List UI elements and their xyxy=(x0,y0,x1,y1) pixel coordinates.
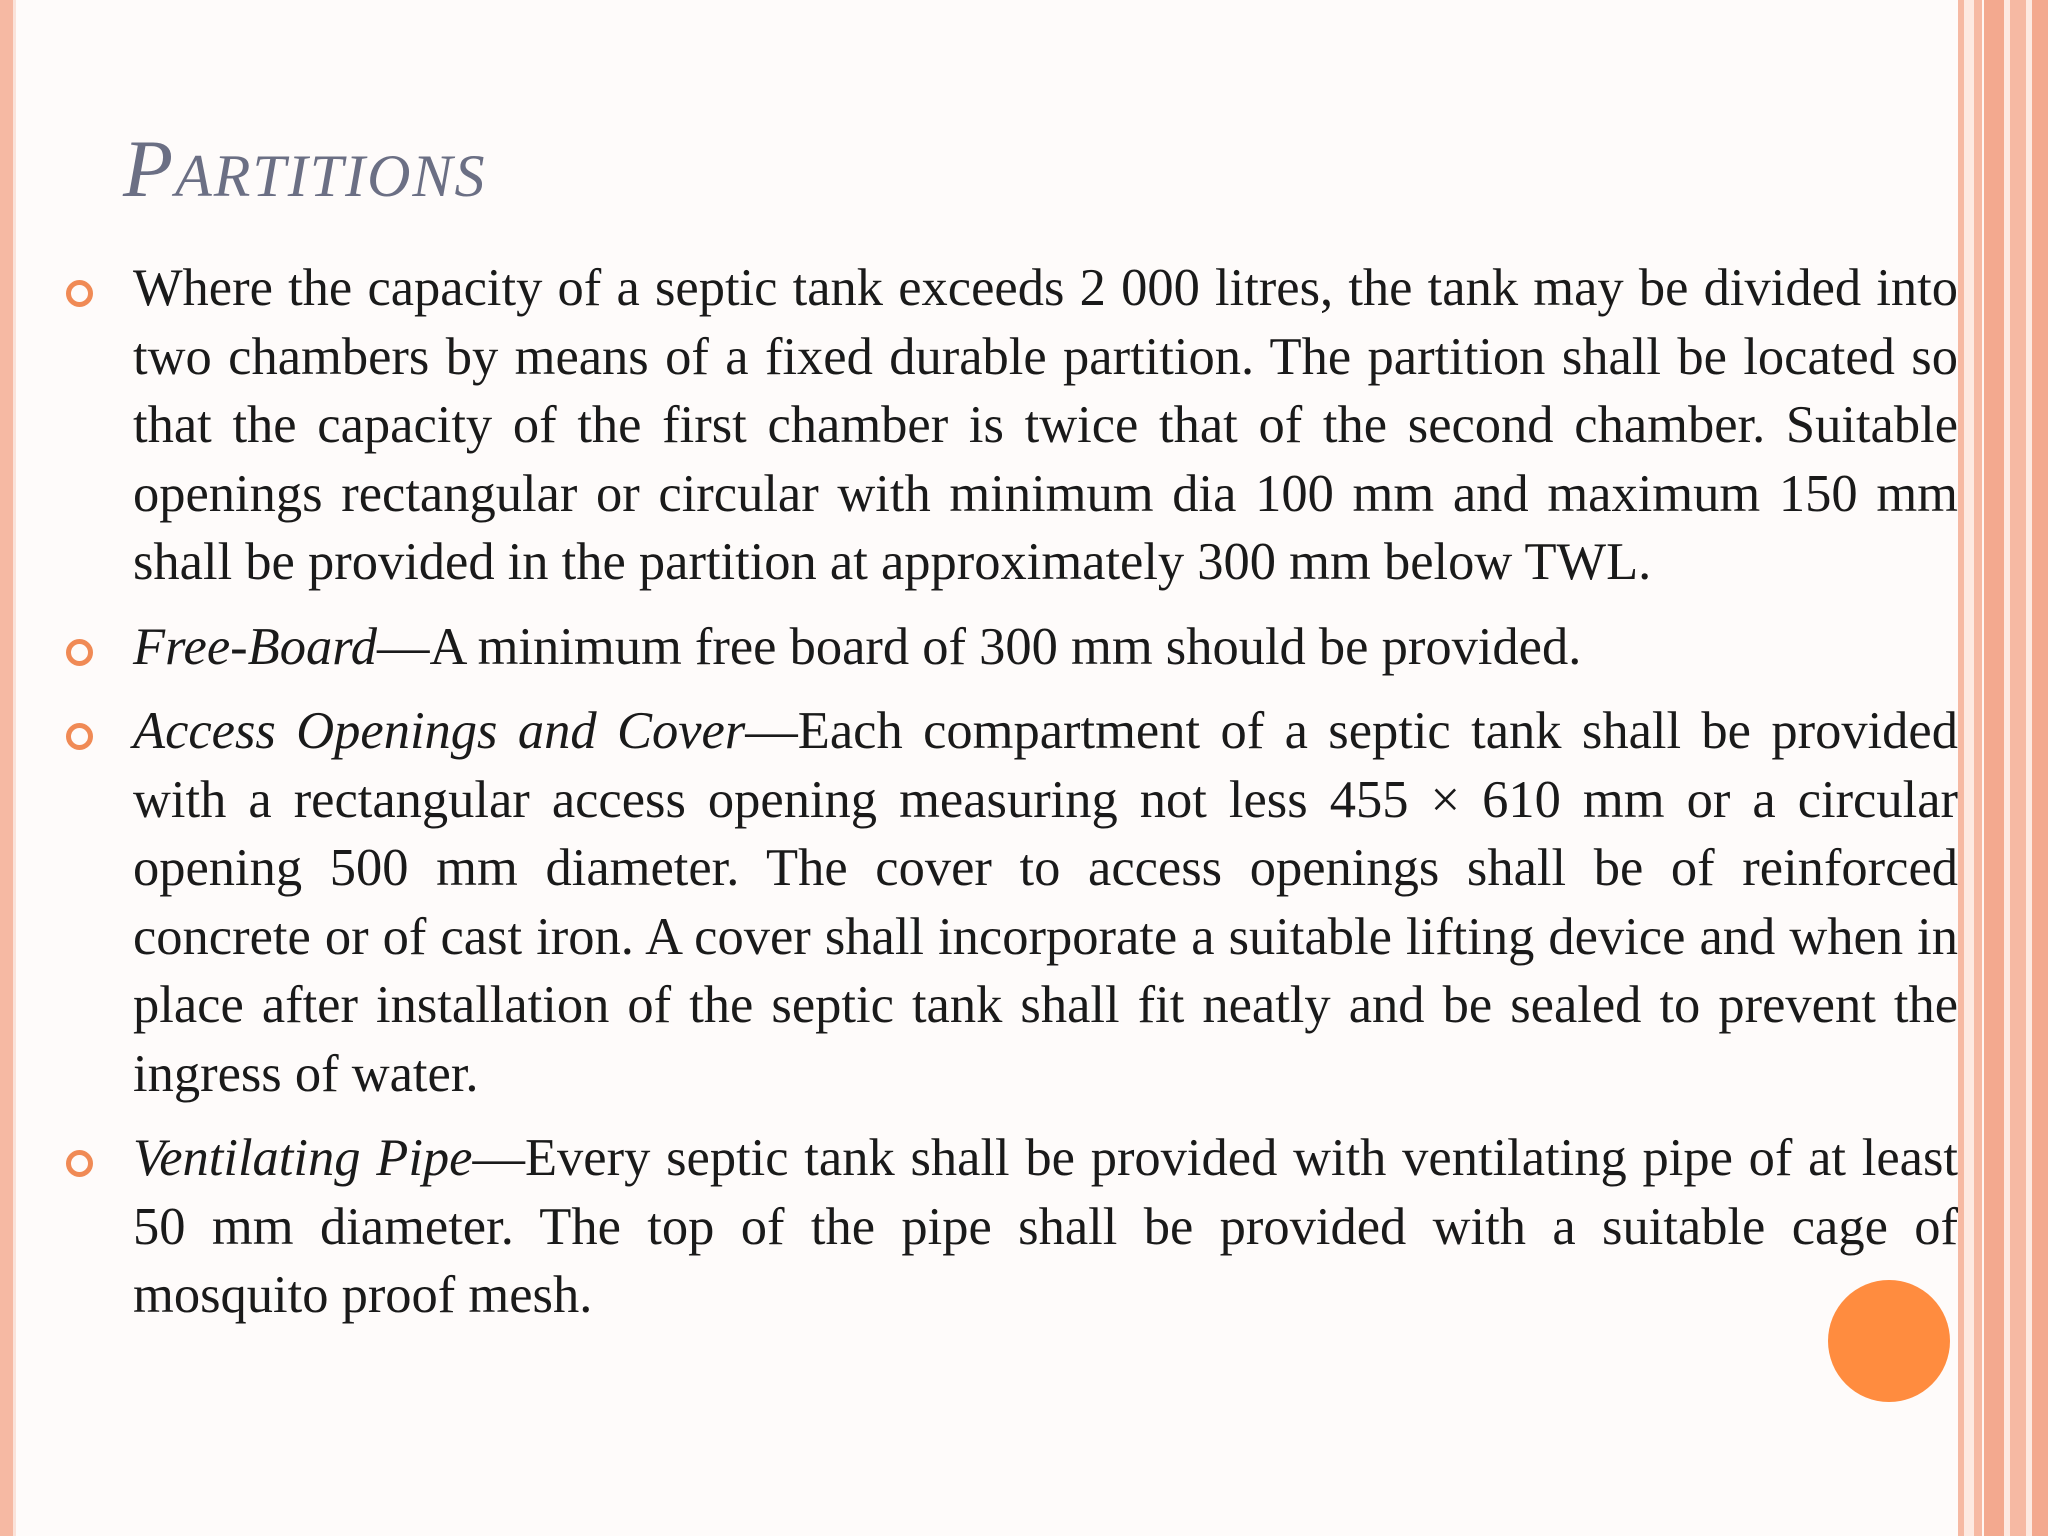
slide-frame-right-stripe xyxy=(2032,0,2048,1536)
slide-frame-left-inner xyxy=(13,0,16,1536)
slide-body xyxy=(66,254,1958,1346)
pointer-highlight-icon xyxy=(1828,1280,1950,1402)
bullet-partitions xyxy=(66,254,1958,597)
circle-bullet-icon xyxy=(66,280,93,307)
bullet-text: —Each compartment of a septic tank shall be provided with a rectangular access opening measuring not less 455 × 610 mm or a circular opening 500 mm diameter. The cover to access openings shall be of reinforced concrete or of cast iron. A cover shall incorporate a suitable lifting device and when in place after installation of the septic tank shall fit neatly and be sealed to prevent the ingress of water. xyxy=(133,702,1958,1103)
circle-bullet-icon xyxy=(66,639,93,666)
slide-frame-right-stripe xyxy=(2010,0,2026,1536)
slide-frame-right-stripe xyxy=(1984,0,2004,1536)
bullet-ventilating-pipe xyxy=(66,1124,1958,1330)
bullet-lead: Access Openings and Cover xyxy=(133,702,746,760)
slide-title-initial: P xyxy=(123,123,176,214)
slide-frame-right-stripe xyxy=(1964,0,1974,1536)
circle-bullet-icon xyxy=(66,1150,93,1177)
slide-frame-right-stripe xyxy=(1974,0,1982,1536)
slide-title-rest: ARTITIONS xyxy=(175,143,487,209)
bullet-text: —Every septic tank shall be provided with ventilating pipe of at least 50 mm diameter. The top of the pipe shall be provided with a suitable cage of mosquito proof mesh. xyxy=(133,1129,1958,1324)
slide-title xyxy=(123,123,487,214)
circle-bullet-icon xyxy=(66,723,93,750)
bullet-text: Where the capacity of a septic tank exceeds 2 000 litres, the tank may be divided into two chambers by means of a fixed durable partition. The partition shall be located so that the capacity of the first chamber is twice that of the second chamber. Suitable openings rectangular or circular with minimum dia 100 mm and maximum 150 mm shall be provided in the partition at approximately 300 mm below TWL. xyxy=(133,259,1958,591)
bullet-lead: Ventilating Pipe xyxy=(133,1129,473,1187)
bullet-text: —A minimum free board of 300 mm should be provided. xyxy=(376,617,1582,676)
bullet-lead: Free-Board xyxy=(133,617,377,676)
slide-frame-left xyxy=(0,0,13,1536)
bullet-access-openings xyxy=(66,697,1958,1108)
bullet-free-board xyxy=(66,613,1958,682)
